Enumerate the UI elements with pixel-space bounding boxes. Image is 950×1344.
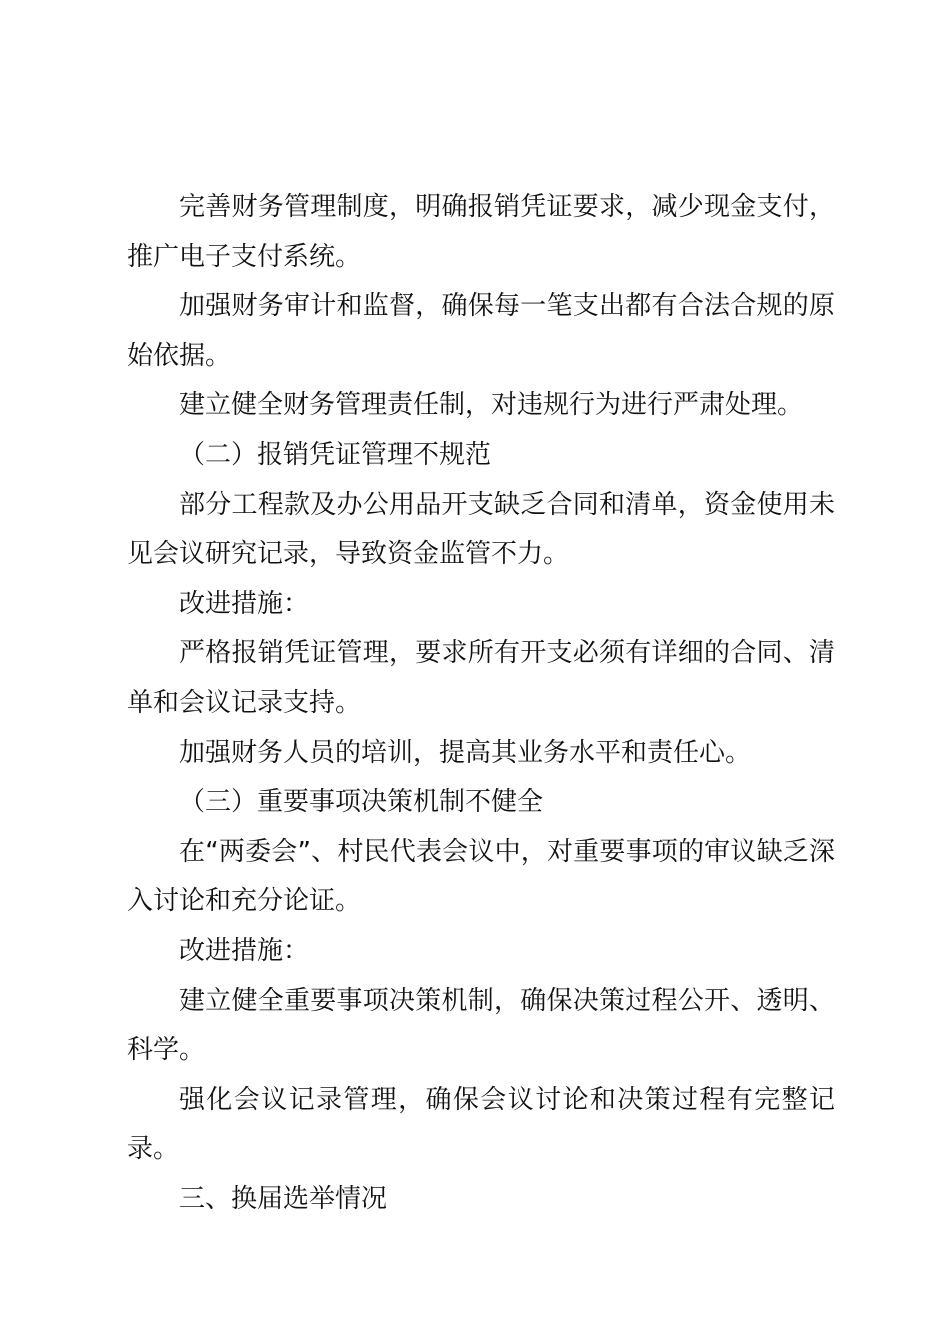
section-heading: 三、换届选举情况 — [179, 1183, 388, 1214]
paragraph: 强化会议记录管理，确保会议讨论和决策过程有完整记录。 — [127, 1084, 835, 1165]
paragraph: 完善财务管理制度，明确报销凭证要求，减少现金支付，推广电子支付系统。 — [127, 192, 835, 272]
paragraph: 改进措施： — [179, 935, 310, 966]
paragraph: 改进措施： — [179, 588, 310, 619]
paragraph: 严格报销凭证管理，要求所有开支必须有详细的合同、清单和会议记录支持。 — [127, 638, 835, 718]
section-heading: （二）报销凭证管理不规范 — [179, 439, 492, 470]
paragraph: 加强财务人员的培训，提高其业务水平和责任心。 — [179, 737, 752, 768]
paragraph: 在“两委会”、村民代表会议中，对重要事项的审议缺乏深入讨论和充分论证。 — [127, 836, 835, 917]
paragraph: 部分工程款及办公用品开支缺乏合同和清单，资金使用未见会议研究记录，导致资金监管不力。 — [127, 489, 835, 570]
section-heading: （三）重要事项决策机制不健全 — [179, 787, 544, 818]
paragraph: 加强财务审计和监督，确保每一笔支出都有合法合规的原始依据。 — [127, 291, 835, 371]
document-body — [127, 183, 835, 1224]
paragraph: 建立健全重要事项决策机制，确保决策过程公开、透明、科学。 — [127, 985, 835, 1066]
paragraph: 建立健全财务管理责任制，对违规行为进行严肃处理。 — [179, 390, 804, 421]
